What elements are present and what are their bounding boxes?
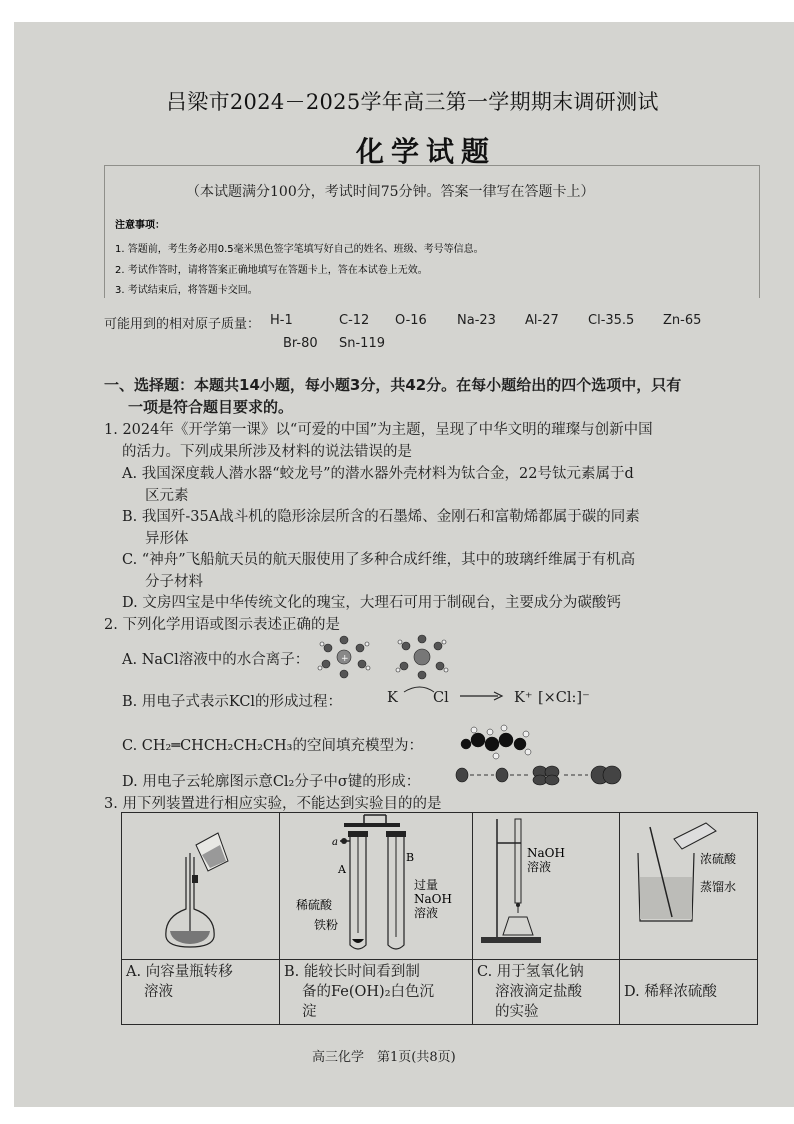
iron-powder-label: 铁粉 — [314, 918, 339, 932]
electron-transfer-arrow — [398, 682, 508, 706]
q2-option-a: A. NaCl溶液中的水合离子： — [122, 652, 310, 668]
q1-stem-cont: 的活力。下列成果所涉及材料的说法错误的是 — [122, 444, 412, 460]
atomic-mass-label: 可能用到的相对原子质量： — [104, 317, 261, 332]
q1-option-a: A. 我国深度载人潜水器“蛟龙号”的潜水器外壳材料为钛合金，22号钛元素属于d — [122, 466, 634, 482]
valve-label: a — [332, 837, 338, 848]
exam-instructions: （本试题满分100分，考试时间75分钟。答案一律写在答题卡上） — [186, 184, 595, 200]
distilled-water-label: 蒸馏水 — [700, 880, 737, 894]
apparatus-d-cell — [620, 813, 758, 960]
page-footer: 高三化学 第1页(共8页) — [312, 1050, 456, 1065]
q1-option-a-cont: 区元素 — [145, 488, 189, 504]
q3-stem: 3. 用下列装置进行相应实验，不能达到实验目的的是 — [104, 796, 442, 812]
tube-a-label: A — [338, 863, 346, 876]
titrant-naoh-label: NaOH — [527, 846, 565, 860]
q2-option-c: C. CH₂═CHCH₂CH₂CH₃的空间填充模型为： — [122, 738, 423, 754]
atomic-mass: Zn-65 — [663, 313, 702, 328]
q1-option-b-cont: 异形体 — [145, 531, 189, 547]
fe-oh2-apparatus-figure — [280, 813, 471, 955]
notes-title: 注意事项： — [115, 220, 165, 231]
caption-c: C. 用于氢氧化钠 溶液滴定盐酸 的实验 — [473, 960, 620, 1025]
hydrated-ion-figure — [312, 634, 462, 680]
atomic-mass: C-12 — [339, 313, 370, 328]
q1-option-b: B. 我国歼-35A战斗机的隐形涂层所含的石墨烯、金刚石和富勒烯都属于碳的同素 — [122, 509, 640, 525]
experiment-table — [121, 812, 758, 1025]
caption-d: D. 稀释浓硫酸 — [620, 960, 758, 1025]
atomic-mass: H-1 — [270, 313, 293, 328]
titrant-solution-label: 溶液 — [527, 860, 552, 874]
note-item: 1. 答题前，考生务必用0.5毫米黑色签字笔填写好自己的姓名、班级、考号等信息。 — [115, 244, 484, 255]
naoh-label: NaOH — [414, 892, 452, 906]
apparatus-c-cell — [473, 813, 620, 960]
q2-b-product-k: K⁺ — [514, 690, 533, 706]
caption-a: A. 向容量瓶转移 溶液 — [122, 960, 280, 1025]
q1-option-d: D. 文房四宝是中华传统文化的瑰宝，大理石可用于制砚台，主要成分为碳酸钙 — [122, 595, 621, 611]
svg-text:+: + — [341, 654, 349, 664]
q2-stem: 2. 下列化学用语或图示表述正确的是 — [104, 617, 340, 633]
titration-figure — [473, 813, 618, 955]
dilution-figure — [620, 813, 756, 955]
apparatus-a-cell — [122, 813, 280, 960]
apparatus-b-cell — [280, 813, 473, 960]
volumetric-flask-figure — [122, 813, 278, 955]
q2-b-product-cl: [×Cl:]⁻ — [538, 690, 590, 706]
subject-title: 化学试题 — [356, 135, 497, 168]
note-item: 3. 考试结束后，将答题卡交回。 — [115, 285, 258, 296]
atomic-mass: Cl-35.5 — [588, 313, 635, 328]
tube-b-label: B — [406, 851, 415, 864]
sigma-bond-figure — [452, 762, 634, 788]
q2-option-d: D. 用电子云轮廓图示意Cl₂分子中σ键的形成： — [122, 774, 421, 790]
section-heading-cont: 一项是符合题目要求的。 — [128, 398, 294, 416]
q1-stem: 1. 2024年《开学第一课》以“可爱的中国”为主题，呈现了中华文明的璀璨与创新中国 — [104, 422, 653, 438]
notes-box — [104, 165, 760, 298]
conc-acid-label: 浓硫酸 — [700, 852, 737, 866]
q1-option-c-cont: 分子材料 — [145, 574, 203, 590]
section-heading: 一、选择题：本题共14小题，每小题3分，共42分。在每小题给出的四个选项中，只有 — [104, 376, 682, 394]
caption-b: B. 能较长时间看到制 备的Fe(OH)₂白色沉 淀 — [280, 960, 473, 1025]
excess-label: 过量 — [414, 878, 439, 892]
q2-b-potassium: K — [387, 690, 398, 706]
atomic-mass: Sn-119 — [339, 336, 385, 351]
atomic-mass: Na-23 — [457, 313, 496, 328]
atomic-mass: Al-27 — [525, 313, 559, 328]
space-filling-model-figure — [456, 722, 536, 762]
atomic-mass: O-16 — [395, 313, 427, 328]
naoh-solution-label: 溶液 — [414, 906, 439, 920]
atomic-mass: Br-80 — [283, 336, 318, 351]
exam-title: 吕梁市2024－2025学年高三第一学期期末调研测试 — [166, 90, 659, 114]
q2-b-chlorine: Cl — [433, 690, 449, 706]
dilute-acid-label: 稀硫酸 — [296, 898, 333, 912]
q2-option-b: B. 用电子式表示KCl的形成过程： — [122, 694, 343, 710]
q1-option-c: C. “神舟”飞船航天员的航天服使用了多种合成纤维，其中的玻璃纤维属于有机高 — [122, 552, 636, 568]
note-item: 2. 考试作答时，请将答案正确地填写在答题卡上，答在本试卷上无效。 — [115, 265, 428, 276]
